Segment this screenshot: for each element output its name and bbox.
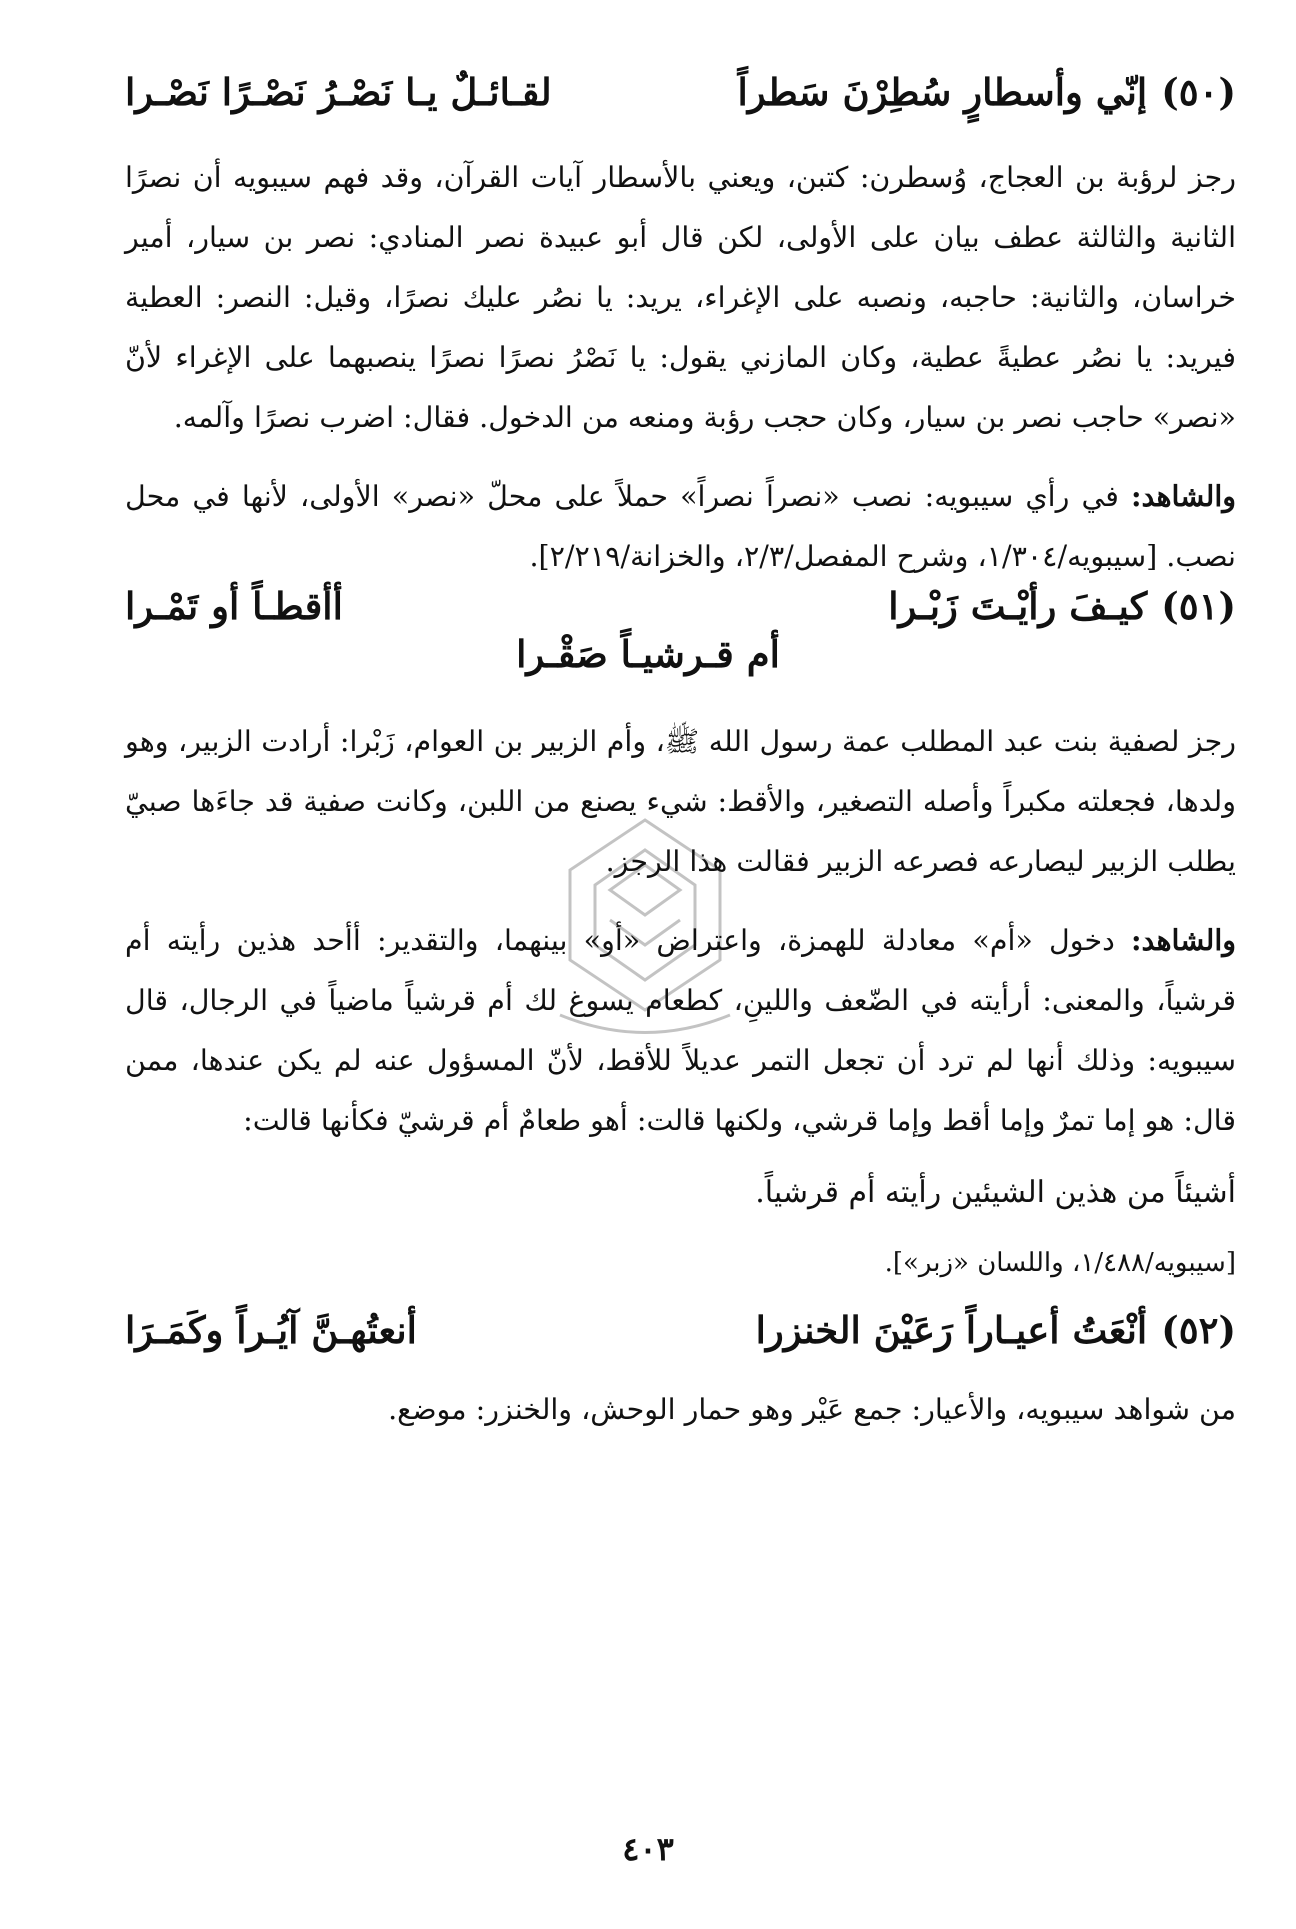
- evidence-paragraph: [125, 466, 1236, 587]
- verse-50: [125, 70, 1236, 114]
- verse-number: (٥٢): [1161, 1308, 1236, 1352]
- verse-hemistich-first: كيـفَ رأيْـتَ زَبْـرا: [888, 584, 1148, 628]
- verse-hemistich-first: إنّي وأسطارٍ سُطِرْنَ سَطراً: [737, 70, 1148, 114]
- page-number: ٤٠٣: [622, 1830, 674, 1868]
- quoted-sentence: أشيئاً من هذين الشيئين رأيته أم قرشياً.: [755, 1175, 1236, 1210]
- evidence-label: والشاهد:: [1131, 923, 1237, 957]
- verse-hemistich-second: أأقطـاً أو تَمْـرا: [125, 584, 343, 628]
- verse-number: (٥١): [1161, 584, 1236, 628]
- verse-52: [125, 1308, 1236, 1352]
- evidence-text: في رأي سيبويه: نصب «نصراً نصراً» حملاً على محلّ «نصر» الأولى، لأنها في محل نصب. [سيبويه/١/٣٠٤، وشرح المفصل/٢/٣، والخزانة/٢/٢١٩].: [125, 480, 1236, 573]
- verse-hemistich-second: لقـائـلٌ يـا نَصْـرُ نَصْـرًا نَصْـرا: [125, 70, 552, 114]
- verse-hemistich-third: أم قـرشيـاً صَقْـرا: [516, 632, 780, 676]
- evidence-paragraph: [125, 910, 1236, 1151]
- evidence-text: دخول «أم» معادلة للهمزة، واعتراض «أو» بينهما، والتقدير: أأحد هذين رأيته أم قرشياً، والمعنى: أرأيته في الضّعف واللينِ، كطعام يسوغ لك أم قرشياً ماضياً في الرجال، قال سيبويه: وذلك أنها لم ترد أن تجعل التمر عديلاً للأقط، لأنّ المسؤول عنه لم يكن عندها، ممن قال: هو إما تمرٌ وإما أقط وإما قرشي، ولكنها قالت: أهو طعامٌ أم قرشيّ فكأنها قالت:: [125, 924, 1236, 1137]
- verse-number: (٥٠): [1161, 70, 1236, 114]
- commentary-paragraph: رجز لرؤبة بن العجاج، وُسطرن: كتبن، ويعني بالأسطار آيات القرآن، وقد فهم سيبويه أن نصرًا الثانية والثالثة عطف بيان على الأولى، لكن قال أبو عبيدة نصر المنادي: نصر بن سيار، أمير خراسان، والثانية: حاجبه، ونصبه على الإغراء، يريد: يا نصُر عليك نصرًا، وقيل: النصر: العطية فيريد: يا نصُر عطيةً عطية، وكان المازني يقول: يا نَصْرُ نصرًا نصرًا ينصبهما على الإغراء لأنّ «نصر» حاجب نصر بن سيار، وكان حجب رؤبة ومنعه من الدخول. فقال: اضرب نصرًا وآلمه.: [125, 161, 1236, 434]
- commentary-paragraph: رجز لصفية بنت عبد المطلب عمة رسول الله ﷺ، وأم الزبير بن العوام، زَبْرا: أرادت الزبير، وهو ولدها، فجعلته مكبراً وأصله التصغير، والأقط: شيء يصنع من اللبن، وكانت صفية قد جاءَها صبيّ يطلب الزبير ليصارعه فصرعه الزبير فقالت هذا الرجز.: [125, 725, 1236, 878]
- verse-hemistich-first: أنْعَتُ أعيـاراً رَعَيْنَ الخنزرا: [755, 1308, 1148, 1352]
- verse-hemistich-second: أنعتُهـنَّ آيُـراً وكَمَـرَا: [125, 1308, 417, 1352]
- reference-citation: [سيبويه/١/٤٨٨، واللسان «زبر»].: [884, 1248, 1236, 1278]
- commentary-paragraph: من شواهد سيبويه، والأعيار: جمع عَيْر وهو حمار الوحش، والخنزر: موضع.: [388, 1393, 1236, 1426]
- evidence-label: والشاهد:: [1131, 479, 1236, 513]
- verse-51: [125, 584, 1236, 628]
